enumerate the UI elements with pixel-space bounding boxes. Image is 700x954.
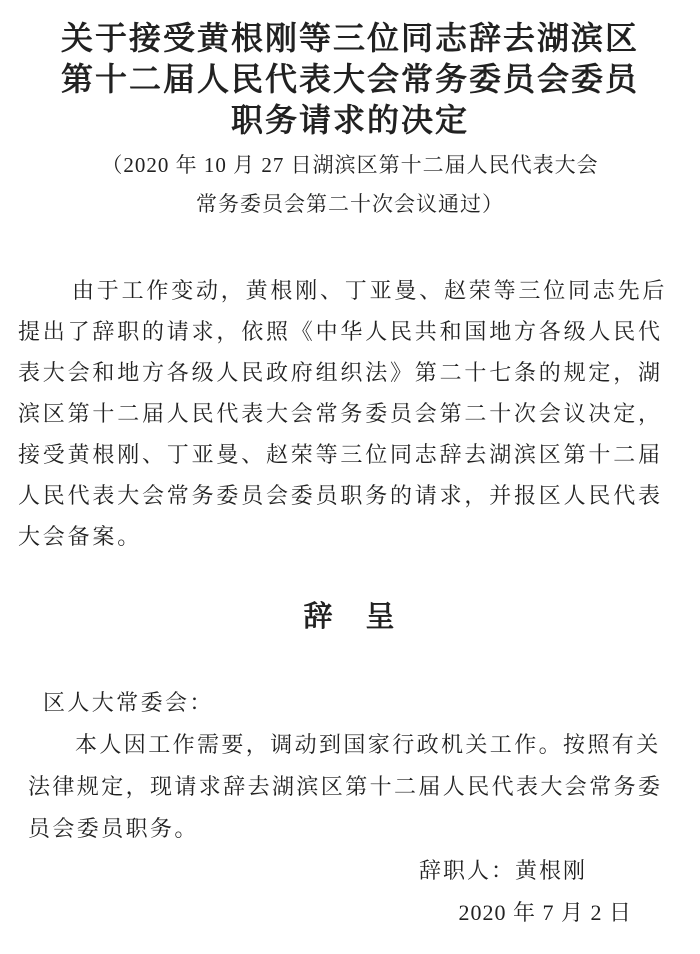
decision-body-line: 由于工作变动，黄根刚、丁亚曼、赵荣等三位同志先后 [72, 278, 668, 303]
decision-body-line: 大会备案。 [18, 524, 143, 549]
decision-title-line: 第十二届人民代表大会常务委员会委员 [60, 61, 639, 97]
letter-salutation: 区人大常委会： [43, 690, 214, 715]
letter-body-line: 法律规定，现请求辞去湖滨区第十二届人民代表大会常务委 [28, 774, 663, 799]
meeting-note [0, 146, 700, 224]
resignation-letter [0, 682, 700, 850]
decision-body-line: 滨区第十二届人民代表大会常务委员会第二十次会议决定， [18, 401, 663, 426]
letter-heading: 辞 呈 [303, 601, 397, 633]
decision-title-line: 职务请求的决定 [230, 102, 469, 138]
decision-body-paragraph [0, 270, 700, 557]
meeting-note-line: 常务委员会第二十次会议通过） [196, 192, 504, 216]
decision-title [0, 0, 700, 141]
letter-date: 2020 年 7 月 2 日 [458, 900, 632, 925]
decision-body-line: 表大会和地方各级人民政府组织法》第二十七条的规定，湖 [18, 360, 663, 385]
decision-title-line: 关于接受黄根刚等三位同志辞去湖滨区 [60, 20, 639, 56]
letter-signature: 辞职人：黄根刚 [418, 858, 587, 883]
decision-body-line: 人民代表大会常务委员会委员职务的请求，并报区人民代表 [18, 483, 663, 508]
letter-body-line: 本人因工作需要，调动到国家行政机关工作。按照有关 [75, 732, 661, 757]
decision-body-line: 提出了辞职的请求，依照《中华人民共和国地方各级人民代 [18, 319, 663, 344]
meeting-note-line: （2020 年 10 月 27 日湖滨区第十二届人民代表大会 [101, 153, 599, 177]
letter-body-line: 员会委员职务。 [28, 816, 199, 841]
decision-body-line: 接受黄根刚、丁亚曼、赵荣等三位同志辞去湖滨区第十二届 [18, 442, 663, 467]
